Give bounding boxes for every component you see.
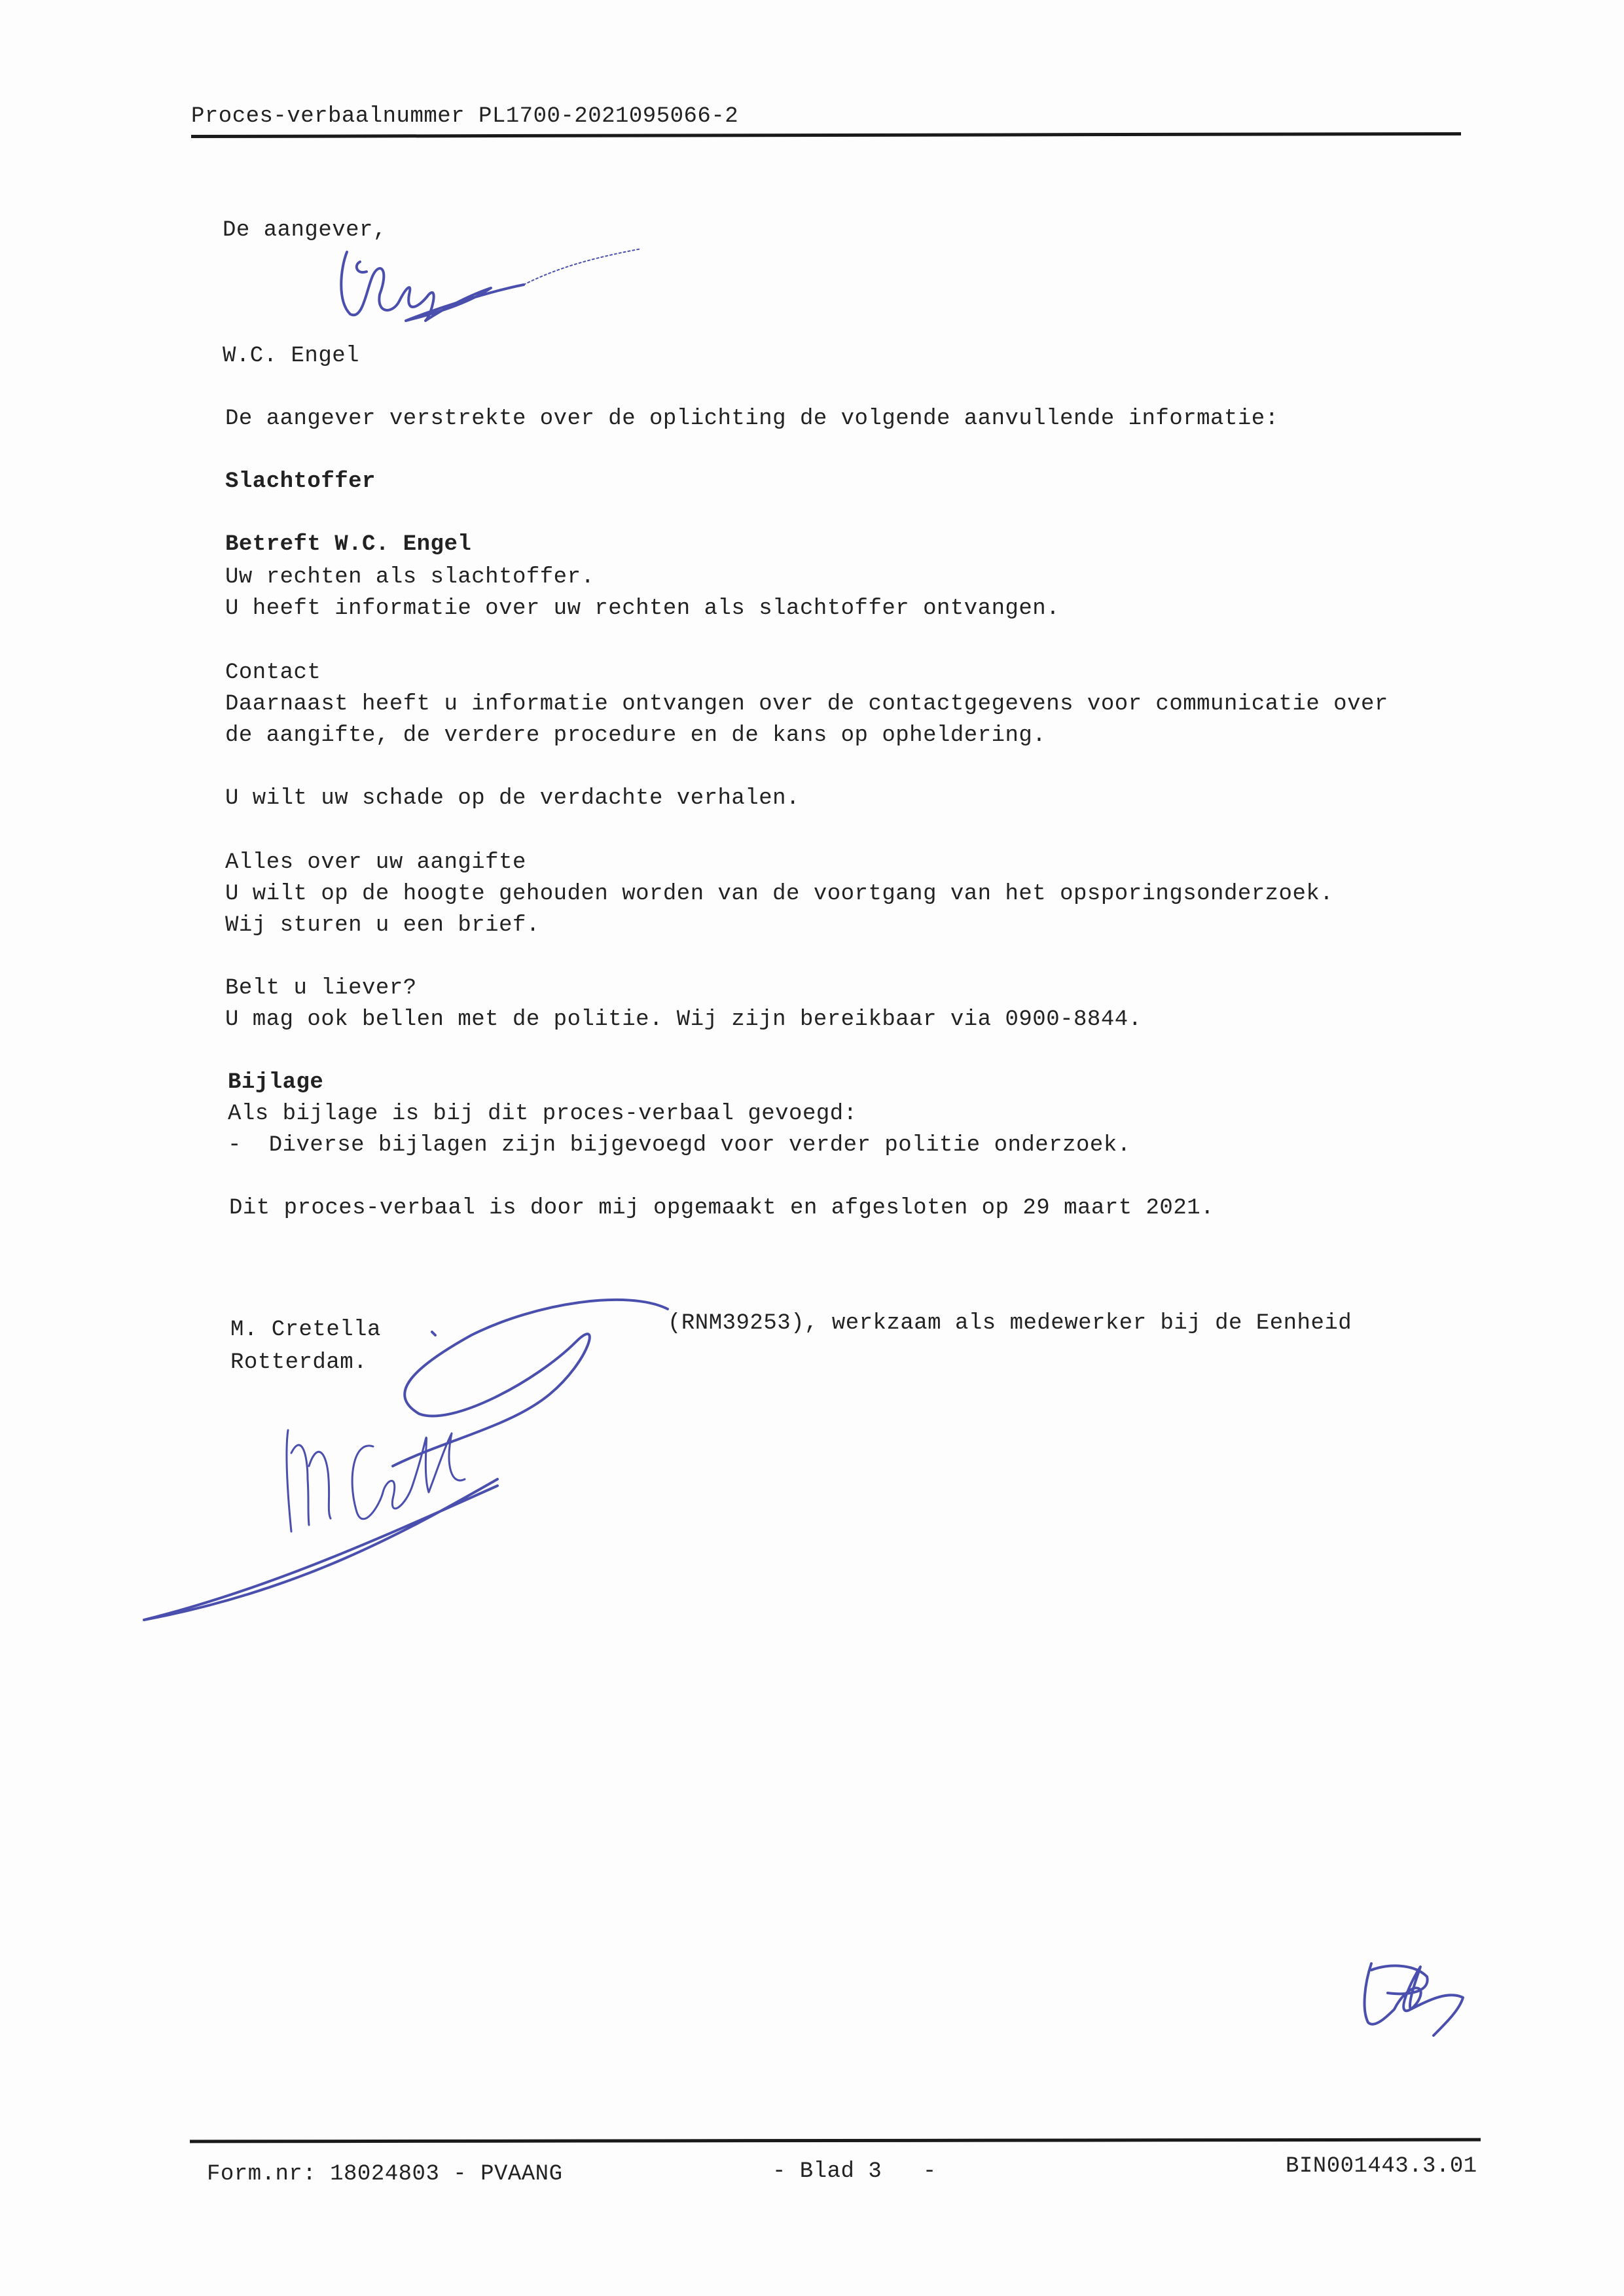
officer-name: M. Cretella bbox=[230, 1318, 381, 1342]
attachment-item: - Diverse bijlagen zijn bijgevoegd voor verder politie onderzoek. bbox=[228, 1133, 1131, 1158]
contact-heading: Contact bbox=[225, 660, 321, 685]
document-code: BIN001443.3.01 bbox=[1286, 2154, 1477, 2179]
attachment-intro: Als bijlage is bij dit proces-verbaal gevoegd: bbox=[228, 1102, 857, 1126]
rights-line-1: Uw rechten als slachtoffer. bbox=[225, 565, 595, 590]
header-rule bbox=[191, 132, 1461, 138]
updates-heading: Alles over uw aangifte bbox=[225, 850, 526, 875]
contact-line-1: Daarnaast heeft u informatie ontvangen over de contactgegevens voor communicatie over bbox=[225, 692, 1388, 717]
contact-line-2: de aangifte, de verdere procedure en de kans op opheldering. bbox=[225, 723, 1047, 748]
initials-icon bbox=[1348, 1937, 1479, 2042]
pv-number-header: Proces-verbaalnummer PL1700-2021095066-2 bbox=[191, 104, 739, 129]
page-number: - Blad 3 - bbox=[772, 2159, 937, 2184]
officer-details: (RNM39253), werkzaam als medewerker bij de Eenheid bbox=[668, 1311, 1352, 1336]
officer-unit: Rotterdam. bbox=[230, 1350, 368, 1375]
call-line: U mag ook bellen met de politie. Wij zijn bereikbaar via 0900-8844. bbox=[225, 1007, 1142, 1032]
signatory-label: De aangever, bbox=[223, 218, 387, 243]
footer-rule bbox=[190, 2138, 1481, 2144]
victim-signature-icon bbox=[275, 223, 668, 340]
subheading-concerns: Betreft W.C. Engel bbox=[225, 532, 472, 557]
intro-text: De aangever verstrekte over de oplichting de volgende aanvullende informatie: bbox=[225, 406, 1279, 431]
updates-line-1: U wilt op de hoogte gehouden worden van de voortgang van het opsporingsonderzoek. bbox=[225, 882, 1334, 906]
form-number: Form.nr: 18024803 - PVAANG bbox=[207, 2162, 563, 2187]
officer-signature-icon bbox=[131, 1283, 707, 1636]
damages-line: U wilt uw schade op de verdachte verhalen. bbox=[225, 786, 800, 811]
closing-statement: Dit proces-verbaal is door mij opgemaakt en afgesloten op 29 maart 2021. bbox=[229, 1196, 1215, 1221]
section-heading-victim: Slachtoffer bbox=[225, 469, 376, 494]
section-heading-attachment: Bijlage bbox=[228, 1070, 324, 1095]
victim-name: W.C. Engel bbox=[223, 344, 360, 368]
rights-line-2: U heeft informatie over uw rechten als slachtoffer ontvangen. bbox=[225, 596, 1060, 621]
updates-line-2: Wij sturen u een brief. bbox=[225, 913, 540, 938]
call-heading: Belt u liever? bbox=[225, 976, 417, 1001]
